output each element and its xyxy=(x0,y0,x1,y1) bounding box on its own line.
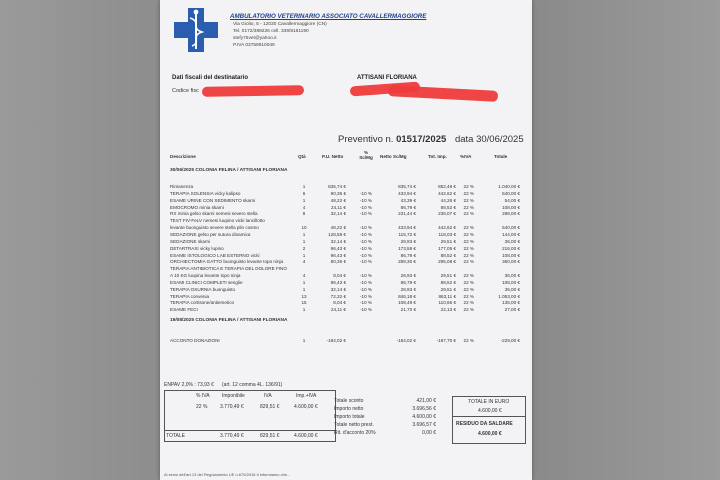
cell-desc: ORCHIECTOMIA GATTO buonguisto levante topo ninja xyxy=(170,259,284,265)
vat-amount: 829,51 € xyxy=(260,404,280,410)
acconto-pu: -184,02 € xyxy=(326,338,346,343)
cell-ns: 86,79 € xyxy=(400,279,416,285)
cell-tot: 88,52 € xyxy=(440,252,456,258)
cell-iva: 22 % xyxy=(463,197,474,203)
col-discount: % Sc/Mg xyxy=(359,150,373,160)
col-vat: %IVA xyxy=(460,154,472,159)
cell-ns: 289,30 € xyxy=(398,259,416,265)
cell-pu: 96,43 € xyxy=(330,279,346,285)
cell-iva: 22 % xyxy=(463,204,474,210)
cell-iva: 22 % xyxy=(463,273,474,279)
redaction-mark xyxy=(202,85,304,97)
cell-totale: 36,00 € xyxy=(504,286,520,292)
summary-label: Importo netto xyxy=(334,406,364,412)
summary-value: 4.600,00 € xyxy=(412,414,436,420)
cell-tot: 442,62 € xyxy=(438,190,456,196)
cell-totale: 36,00 € xyxy=(504,238,520,244)
cell-desc: TERAPIA OSURNIA buonguisto xyxy=(170,286,236,292)
cell-pu: 48,22 € xyxy=(330,225,346,231)
cell-desc: ESAMI CLINICI COMPLETI senglie xyxy=(170,279,243,285)
section-date-1: 30/06/2025 COLONIA FELINA / ATTISANI FLORIANA xyxy=(170,168,288,173)
summary-label: Totale sconto xyxy=(334,398,364,404)
col-taxable: Tot. Imp. xyxy=(428,154,447,159)
redaction-mark xyxy=(388,85,498,102)
acconto-iva: 22 % xyxy=(463,338,474,343)
col-description: Descrizione xyxy=(170,154,196,159)
cell-pu: 96,43 € xyxy=(330,245,346,251)
cell-qty: 2 xyxy=(302,245,306,251)
cell-ns: 43,39 € xyxy=(400,197,416,203)
cell-sc: -10 % xyxy=(359,307,372,313)
clinic-phone: Tel. 0172/389226 cell. 339/8181190 xyxy=(233,29,309,34)
cell-ns: 21,70 € xyxy=(400,307,416,313)
cell-totale: 108,00 € xyxy=(502,279,520,285)
cell-ns: 28,93 € xyxy=(400,238,416,244)
enpav-note: (art. 12 comma 4L. 136/91) xyxy=(222,382,283,388)
cell-ns: 433,94 € xyxy=(398,225,416,231)
cell-qty: 1 xyxy=(302,279,306,285)
fiscal-data-label: Dati fiscali del destinatario xyxy=(172,75,249,81)
total-euro-value: 4.600,00 € xyxy=(478,408,502,414)
summary-value: 3.696,57 € xyxy=(412,422,436,428)
cell-tot: 29,51 € xyxy=(440,238,456,244)
cell-qty: 4 xyxy=(302,273,306,279)
cell-totale: 360,00 € xyxy=(502,259,520,265)
cell-desc: ESAME URINE CON SEDIMENTO skarni xyxy=(170,197,256,203)
table-row xyxy=(160,307,532,315)
summary-value: 0,00 € xyxy=(422,430,436,436)
cell-ns: 433,94 € xyxy=(398,190,416,196)
vat-h-taxable: Imponibile xyxy=(222,393,245,399)
cell-totale: 135,00 € xyxy=(502,300,520,306)
cell-totale: 540,00 € xyxy=(502,190,520,196)
cell-iva: 22 % xyxy=(463,300,474,306)
cell-tot: 110,66 € xyxy=(438,300,456,306)
cell-tot: 863,11 € xyxy=(438,293,456,299)
summary-label: Importo totale xyxy=(334,414,365,420)
cell-qty: 1 xyxy=(302,286,306,292)
cell-iva: 22 % xyxy=(463,279,474,285)
cell-qty: 6 xyxy=(302,190,306,196)
cell-tot: 236,07 € xyxy=(438,211,456,217)
cell-iva: 22 % xyxy=(463,225,474,231)
cell-desc: SEDAZIONE skarni xyxy=(170,238,211,244)
col-net-discount: Netto Sc/Mg xyxy=(380,154,407,159)
quote-date-label: data xyxy=(454,134,474,145)
cell-sc: -10 % xyxy=(359,293,372,299)
vat-h-amount: IVA xyxy=(264,393,272,399)
clinic-email: stefy75vet@yahoo.it xyxy=(233,36,277,41)
cell-iva: 22 % xyxy=(463,211,474,217)
cell-iva: 22 % xyxy=(463,286,474,292)
vat-total: 4.600,00 € xyxy=(294,404,318,410)
cell-pu: 32,14 € xyxy=(330,211,346,217)
recipient-name: ATTISANI FLORIANA xyxy=(357,75,417,81)
cell-tot: 88,52 € xyxy=(440,279,456,285)
clinic-name: AMBULATORIO VETERINARIO ASSOCIATO CAVALLERMAGGIORE xyxy=(230,13,427,20)
cell-qty: 1 xyxy=(302,307,306,313)
balance-value: 4.600,00 € xyxy=(478,431,502,437)
cell-ns: 28,93 € xyxy=(400,286,416,292)
summary-value: 3.696,56 € xyxy=(412,406,436,412)
cell-qty: 15 xyxy=(301,300,307,306)
acconto-totale: -229,00 € xyxy=(500,338,520,343)
cell-iva: 22 % xyxy=(463,184,474,189)
cell-pu: 128,58 € xyxy=(328,231,346,237)
cell-ns: 86,79 € xyxy=(400,204,416,210)
acconto-desc: ACCONTO DONAZIONI xyxy=(170,338,220,343)
cell-desc: SEDAZIONE gelso per sutura dinamica xyxy=(170,231,251,237)
cell-qty: 1 xyxy=(302,197,306,203)
cell-iva: 22 % xyxy=(463,307,474,313)
cell-totale: 1.053,00 € xyxy=(498,293,520,299)
cell-sc: -10 % xyxy=(359,211,372,217)
quote-heading xyxy=(338,134,524,145)
cell-totale: 27,00 € xyxy=(504,307,520,313)
veterinary-caduceus-logo xyxy=(172,6,220,54)
cell-tot: 88,52 € xyxy=(440,204,456,210)
acconto-tot: -187,70 € xyxy=(436,338,456,343)
vat-rate: 22 % xyxy=(196,404,208,410)
summary-label: Totale netto prest. xyxy=(334,422,374,428)
background-right xyxy=(532,0,720,480)
cell-tot: 177,05 € xyxy=(438,245,456,251)
quote-number: 01517/2025 xyxy=(396,134,447,145)
col-unit-price: P.U. Netto xyxy=(322,154,344,159)
cell-desc: TERAPIA SOLENSIA vicky kalipso xyxy=(170,190,241,196)
cell-pu: 80,36 € xyxy=(330,259,346,265)
cell-totale: 540,00 € xyxy=(502,225,520,231)
cell-pu: 835,74 € xyxy=(328,184,346,189)
cell-totale: 108,00 € xyxy=(502,252,520,258)
quote-prefix: Preventivo n. xyxy=(338,134,394,145)
cell-pu: 8,04 € xyxy=(333,300,346,306)
cell-qty: 10 xyxy=(301,225,307,231)
privacy-footer: Ai sensi dell'art.13 del Regolamento UE n.679/2016 ti informiamo che... xyxy=(164,472,291,477)
cell-tot: 44,26 € xyxy=(440,197,456,203)
cell-desc: ESAME FECI xyxy=(170,307,198,313)
cell-desc: TEST FIV-FeLV nemesi luupino vicki lancillotto xyxy=(170,218,265,224)
cell-ns: 835,74 € xyxy=(398,184,416,189)
summary-label: Rit. d'acconto 20% xyxy=(334,430,376,436)
cell-pu: 96,43 € xyxy=(330,252,346,258)
clinic-address: Via Giolio, 5 - 12030 Cavallermaggiore (CN) xyxy=(233,22,327,27)
cell-qty: 1 xyxy=(302,238,306,244)
background-left xyxy=(0,0,160,480)
cell-pu: 32,14 € xyxy=(330,238,346,244)
cell-tot: 118,03 € xyxy=(438,231,456,237)
cell-desc: ESAME ISTOLOGICO LAB ESTERNO vicki xyxy=(170,252,260,258)
cell-sc: -10 % xyxy=(359,279,372,285)
cell-totale: 1.040,00 € xyxy=(498,184,520,189)
col-qty: Qtà xyxy=(298,154,306,159)
cell-desc: A 10 KG luupina levante topo ninja xyxy=(170,273,241,279)
cell-ns: 231,44 € xyxy=(398,211,416,217)
cell-ns: 28,93 € xyxy=(400,273,416,279)
cell-sc: -10 % xyxy=(359,286,372,292)
cell-qty: 4 xyxy=(302,204,306,210)
cell-sc: -10 % xyxy=(359,190,372,196)
cell-tot: 295,08 € xyxy=(438,259,456,265)
cell-tot: 442,62 € xyxy=(438,225,456,231)
cell-totale: 36,00 € xyxy=(504,273,520,279)
cell-iva: 22 % xyxy=(463,259,474,265)
cell-sc: -10 % xyxy=(359,231,372,237)
cell-iva: 22 % xyxy=(463,231,474,237)
codice-fiscale-label: Codice fisc xyxy=(172,88,199,94)
cell-ns: 173,58 € xyxy=(398,245,416,251)
cell-totale: 288,00 € xyxy=(502,211,520,217)
cell-totale: 144,00 € xyxy=(502,231,520,237)
enpav-label: ENPAV 2,0% : 73,93 € xyxy=(164,382,214,388)
cell-sc: -10 % xyxy=(359,245,372,251)
cell-qty: 1 xyxy=(302,231,306,237)
cell-iva: 22 % xyxy=(463,252,474,258)
vat-h-rate: % IVA xyxy=(196,393,210,399)
cell-ns: 86,79 € xyxy=(400,252,416,258)
vat-divider xyxy=(164,430,335,431)
acconto-ns: -184,02 € xyxy=(396,338,416,343)
cell-totale: 54,00 € xyxy=(504,197,520,203)
summary-value: 421,00 € xyxy=(416,398,436,404)
cell-qty: 13 xyxy=(301,293,307,299)
balance-label: RESIDUO DA SALDARE xyxy=(456,421,513,427)
cell-pu: 24,11 € xyxy=(331,307,346,313)
acconto-qty: 1 xyxy=(302,338,306,343)
vat-total-sum: 4.600,00 € xyxy=(294,433,318,439)
cell-sc: -10 % xyxy=(359,197,372,203)
quote-date: 30/06/2025 xyxy=(476,134,524,145)
cell-pu: 90,36 € xyxy=(330,190,346,196)
cell-totale: 108,00 € xyxy=(502,204,520,210)
cell-desc: TERAPIA ANTIBIOTICA E TERAPIA DEL DOLORE FINO xyxy=(170,266,287,272)
grand-total-divider xyxy=(452,416,525,417)
cell-sc: -10 % xyxy=(359,300,372,306)
cell-iva: 22 % xyxy=(463,238,474,244)
cell-iva: 22 % xyxy=(463,190,474,196)
cell-iva: 22 % xyxy=(463,245,474,251)
cell-pu: 8,04 € xyxy=(333,273,346,279)
cell-tot: 852,46 € xyxy=(438,184,456,189)
cell-tot: 29,51 € xyxy=(440,286,456,292)
cell-desc: TERAPIA cortisone/antiemetico xyxy=(170,300,235,306)
cell-pu: 24,11 € xyxy=(331,204,346,210)
cell-desc: TERAPIA convenia xyxy=(170,293,210,299)
cell-tot: 29,51 € xyxy=(440,273,456,279)
cell-ns: 115,72 € xyxy=(398,231,416,237)
cell-ns: 108,49 € xyxy=(398,300,416,306)
vat-h-total: Imp.+IVA xyxy=(296,393,317,399)
vat-total-amount: 829,51 € xyxy=(260,433,280,439)
cell-totale: 216,00 € xyxy=(502,245,520,251)
invoice-sheet xyxy=(160,0,532,480)
cell-qty: 8 xyxy=(302,211,306,217)
cell-qty: 4 xyxy=(302,259,306,265)
col-total: Totale xyxy=(494,154,508,159)
cell-sc: -10 % xyxy=(359,204,372,210)
cell-qty: 1 xyxy=(302,252,306,258)
cell-desc: RX minia gelso skarni nemesi severo stella xyxy=(170,211,258,217)
total-euro-label: TOTALE IN EURO xyxy=(468,399,510,405)
vat-taxable: 3.770,49 € xyxy=(220,404,244,410)
cell-desc: DETARTRASI vicky lupino xyxy=(170,245,224,251)
vat-total-taxable: 3.770,49 € xyxy=(220,433,244,439)
vat-total-label: TOTALE xyxy=(166,433,185,439)
cell-tot: 22,13 € xyxy=(440,307,456,313)
cell-pu: 32,14 € xyxy=(330,286,346,292)
cell-iva: 22 % xyxy=(463,293,474,299)
cell-pu: 72,32 € xyxy=(330,293,346,299)
clinic-piva: P.IVA 03759910049 xyxy=(233,43,275,48)
cell-sc: -10 % xyxy=(359,252,372,258)
cell-desc: Rimanenza xyxy=(170,184,194,189)
cell-desc: EMOCROMO minia skarni xyxy=(170,204,224,210)
table-row xyxy=(160,338,532,346)
cell-sc: -10 % xyxy=(359,259,372,265)
cell-qty: 1 xyxy=(302,184,306,189)
cell-sc: -10 % xyxy=(359,225,372,231)
cell-sc: -10 % xyxy=(359,238,372,244)
cell-ns: 846,18 € xyxy=(398,293,416,299)
cell-sc: -10 % xyxy=(359,273,372,279)
cell-pu: 48,22 € xyxy=(330,197,346,203)
cell-desc: levante buonguisto severe stella plin cosmo xyxy=(170,225,259,231)
section-date-2: 19/08/2025 COLONIA FELINA / ATTISANI FLORIANA xyxy=(170,318,288,323)
